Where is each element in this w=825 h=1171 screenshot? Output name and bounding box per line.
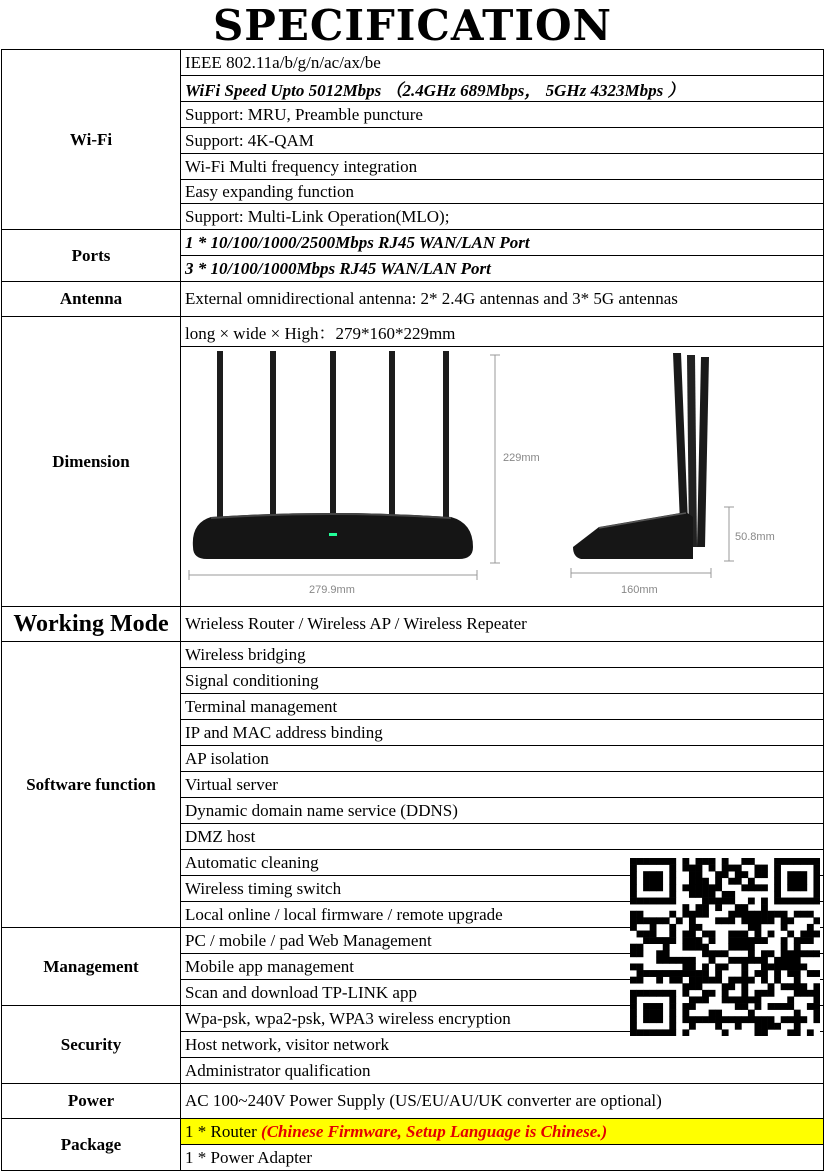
spec-row: 1 * Power Adapter xyxy=(181,1145,824,1171)
spec-row: Host network, visitor network xyxy=(181,1032,824,1058)
spec-row: Administrator qualification xyxy=(181,1058,824,1084)
spec-row: Signal conditioning xyxy=(181,668,824,694)
spec-row: long × wide × High：279*160*229mm xyxy=(181,317,824,347)
height-label: 229mm xyxy=(503,452,540,464)
width-label: 279.9mm xyxy=(309,584,355,596)
spec-row: Support: Multi-Link Operation(MLO); xyxy=(181,204,824,230)
antenna-3 xyxy=(330,351,336,523)
spec-row: 1 * 10/100/1000/2500Mbps RJ45 WAN/LAN Port xyxy=(181,230,824,256)
power-label: Power xyxy=(2,1084,181,1119)
spec-row: Local online / local firmware / remote upgrade xyxy=(181,902,824,928)
dimension-drawing xyxy=(181,347,824,607)
wifi-label: Wi-Fi xyxy=(2,50,181,230)
spec-row: Virtual server xyxy=(181,772,824,798)
dimension-label: Dimension xyxy=(2,317,181,607)
spec-row: Automatic cleaning xyxy=(181,850,824,876)
antenna-1 xyxy=(217,351,223,523)
package-item-router xyxy=(181,1119,824,1145)
spec-row: Mobile app management xyxy=(181,954,824,980)
spec-row: Dynamic domain name service (DDNS) xyxy=(181,798,824,824)
spec-row: Terminal management xyxy=(181,694,824,720)
ports-label: Ports xyxy=(2,230,181,282)
spec-row: Scan and download TP-LINK app xyxy=(181,980,824,1006)
spec-row: Support: MRU, Preamble puncture xyxy=(181,102,824,128)
side-antenna-3 xyxy=(697,357,709,547)
spec-row: AC 100~240V Power Supply (US/EU/AU/UK converter are optional) xyxy=(181,1084,824,1119)
spec-row: 3 * 10/100/1000Mbps RJ45 WAN/LAN Port xyxy=(181,256,824,282)
security-label: Security xyxy=(2,1006,181,1084)
depth-label: 160mm xyxy=(621,584,658,596)
spec-row: WiFi Speed Upto 5012Mbps （2.4GHz 689Mbps， 5GHz 4323Mbps ） xyxy=(181,76,824,102)
antenna-label: Antenna xyxy=(2,282,181,317)
spec-row: Wireless bridging xyxy=(181,642,824,668)
firmware-note: (Chinese Firmware, Setup Language is Chinese.) xyxy=(261,1121,608,1141)
spec-row: Support: 4K-QAM xyxy=(181,128,824,154)
router-side-body xyxy=(573,512,693,559)
spec-row: Easy expanding function xyxy=(181,180,824,204)
page-title: SPECIFICATION xyxy=(212,1,613,50)
spec-row: IEEE 802.11a/b/g/n/ac/ax/be xyxy=(181,50,824,76)
router-dimension-drawing xyxy=(181,347,824,601)
antenna-5 xyxy=(443,351,449,523)
working-mode-label: Working Mode xyxy=(2,607,181,642)
spec-row: DMZ host xyxy=(181,824,824,850)
spec-row: Wi-Fi Multi frequency integration xyxy=(181,154,824,180)
package-label: Package xyxy=(2,1119,181,1171)
qr-code[interactable] xyxy=(630,858,820,1036)
spec-row: AP isolation xyxy=(181,746,824,772)
package-item-text: 1 * Router xyxy=(185,1121,257,1141)
status-led xyxy=(329,533,337,536)
spec-row: Wpa-psk, wpa2-psk, WPA3 wireless encryption xyxy=(181,1006,824,1032)
side-height-label: 50.8mm xyxy=(735,531,775,543)
software-label: Software function xyxy=(2,642,181,928)
spec-row: External omnidirectional antenna: 2* 2.4G antennas and 3* 5G antennas xyxy=(181,282,824,317)
spec-row: PC / mobile / pad Web Management xyxy=(181,928,824,954)
spec-row: Wrieless Router / Wireless AP / Wireless Repeater xyxy=(181,607,824,642)
spec-row: IP and MAC address binding xyxy=(181,720,824,746)
management-label: Management xyxy=(2,928,181,1006)
antenna-2 xyxy=(270,351,276,523)
spec-row: Wireless timing switch xyxy=(181,876,824,902)
antenna-4 xyxy=(389,351,395,523)
